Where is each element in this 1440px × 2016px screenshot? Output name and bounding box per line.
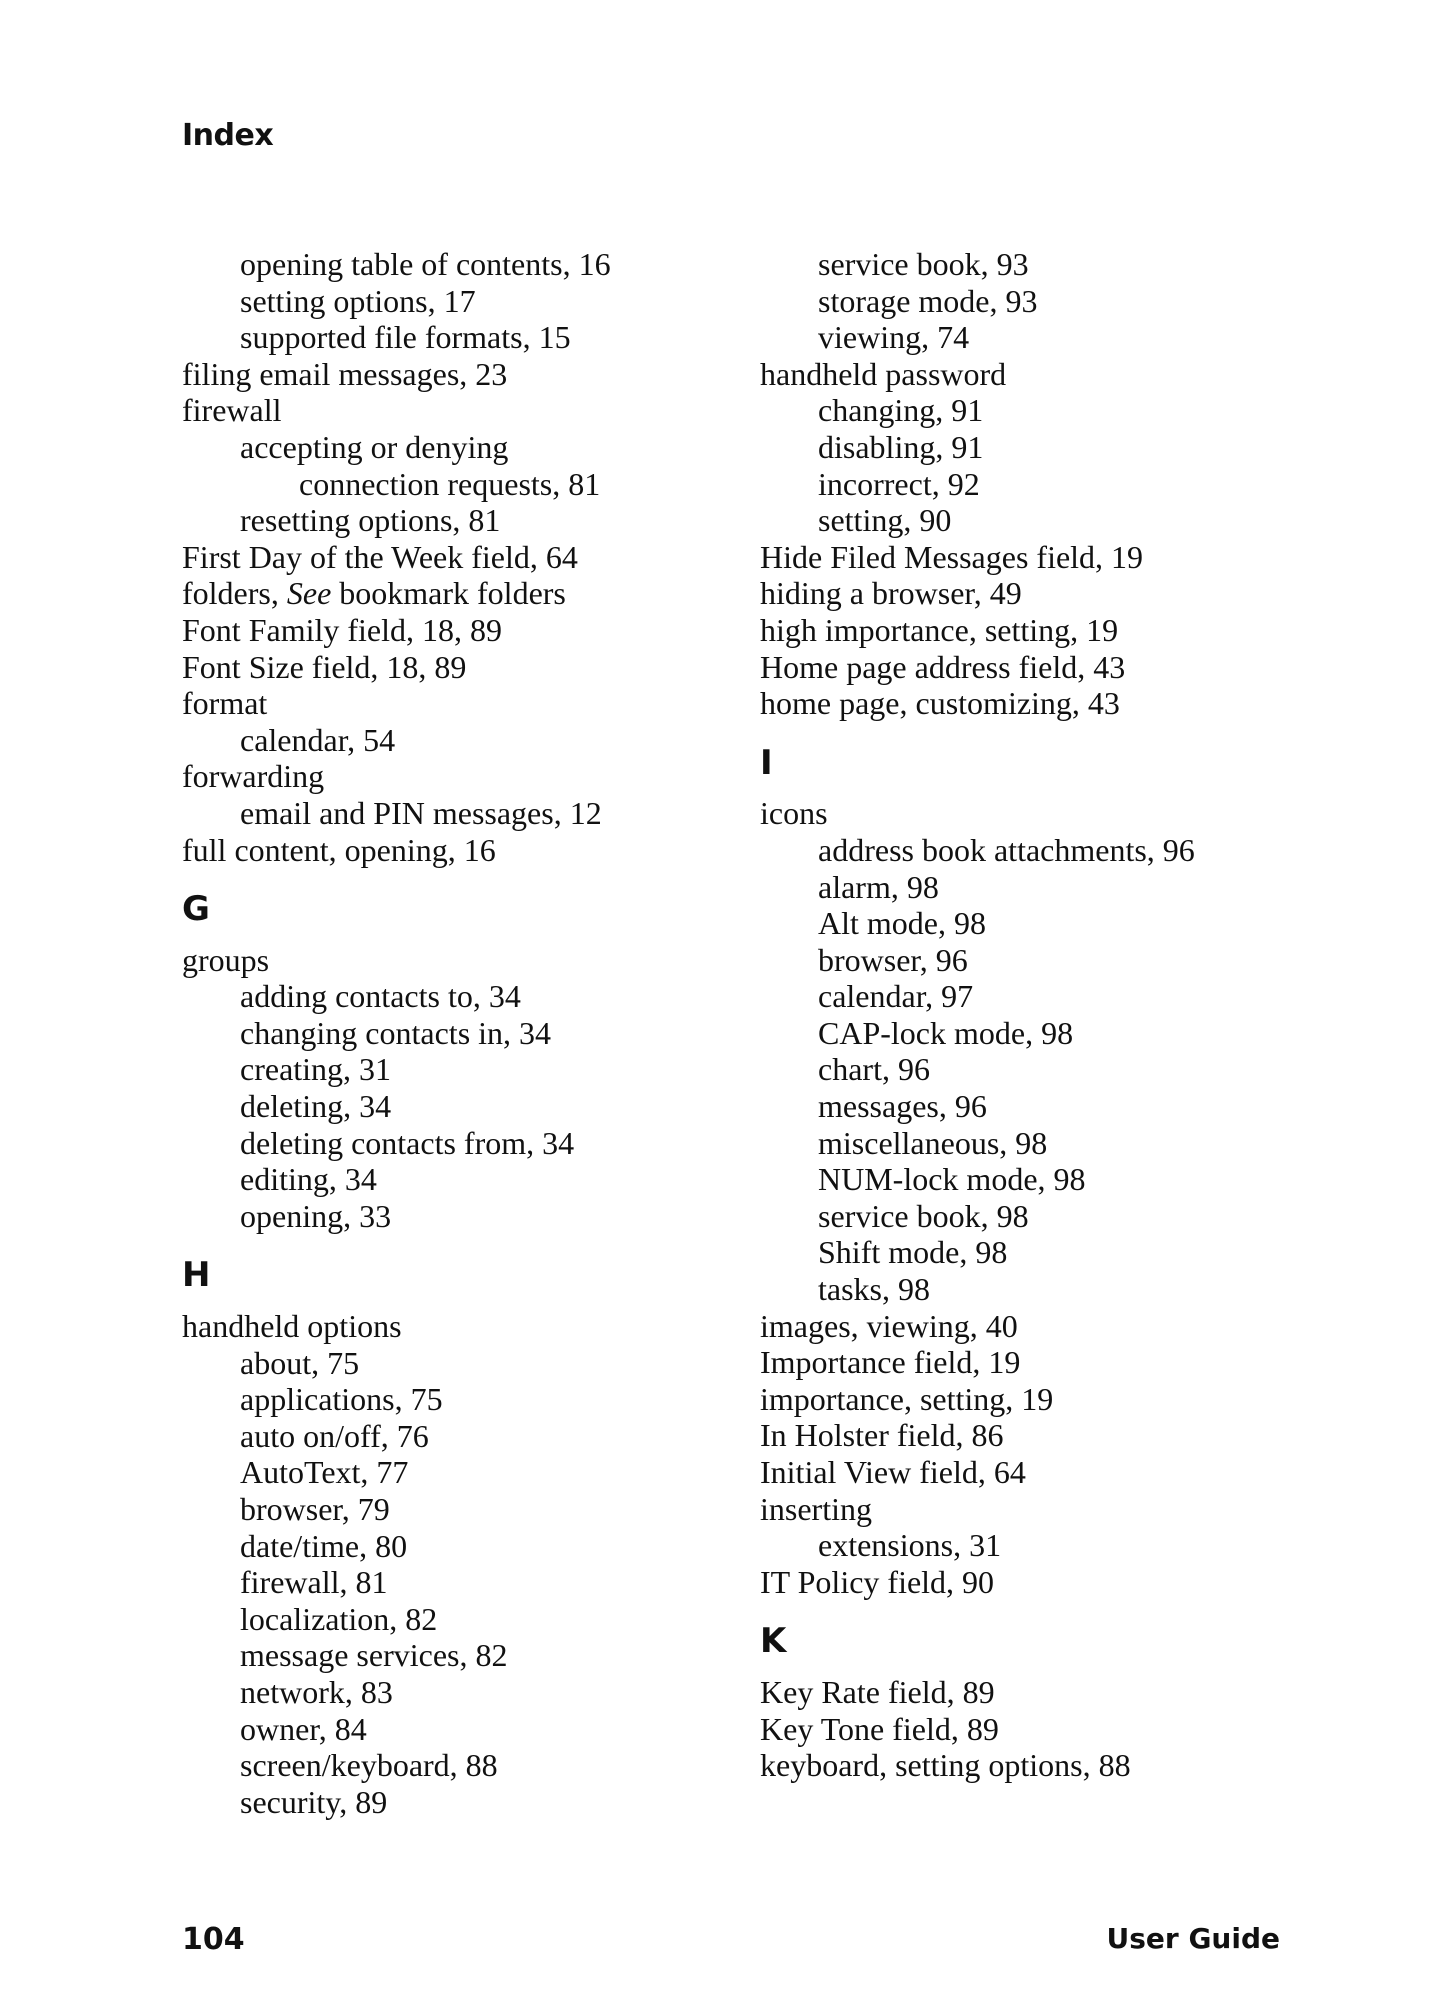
- index-subentry: opening, 33: [240, 1197, 392, 1234]
- index-subentry: disabling, 91: [818, 428, 984, 465]
- index-subentry: deleting, 34: [240, 1088, 392, 1125]
- index-entry: Key Tone field, 89: [760, 1710, 999, 1747]
- index-entry: firewall: [182, 392, 282, 429]
- index-entry: [182, 575, 782, 612]
- index-subentry: browser, 79: [240, 1491, 390, 1527]
- index-entry: handheld password: [760, 355, 1007, 392]
- index-subentry: screen/keyboard, 88: [240, 1747, 498, 1784]
- section-letter-heading: G: [182, 889, 210, 930]
- index-subentry: date/time, 80: [240, 1527, 408, 1564]
- index-subentry: address book attachments, 96: [818, 831, 1195, 868]
- index-subentry: calendar, 54: [240, 721, 396, 758]
- index-entry: handheld options: [182, 1308, 402, 1345]
- index-entry: format: [182, 685, 268, 722]
- section-letter-heading: H: [182, 1255, 211, 1296]
- index-entry: importance, setting, 19: [760, 1380, 1054, 1417]
- index-subentry: owner, 84: [240, 1710, 367, 1747]
- index-subentry: supported file formats, 15: [240, 319, 571, 356]
- index-subentry: chart, 96: [818, 1051, 930, 1088]
- index-entry: hiding a browser, 49: [760, 575, 1022, 612]
- index-subentry: localization, 82: [240, 1600, 438, 1637]
- index-subentry: NUM-lock mode, 98: [818, 1161, 1086, 1198]
- index-subentry: resetting options, 81: [240, 502, 501, 539]
- index-entry: Key Rate field, 89: [760, 1673, 995, 1710]
- index-subentry: AutoText, 77: [240, 1454, 409, 1491]
- index-entry: images, viewing, 40: [760, 1307, 1018, 1344]
- index-subentry: miscellaneous, 98: [818, 1124, 1048, 1161]
- index-entry: filing email messages, 23: [182, 355, 508, 392]
- index-subentry: storage mode, 93: [818, 282, 1038, 319]
- index-subentry: incorrect, 92: [818, 465, 980, 502]
- index-entry: home page, customizing, 43: [760, 685, 1120, 722]
- index-subentry: applications, 75: [240, 1381, 443, 1418]
- index-subentry: auto on/off, 76: [240, 1417, 429, 1454]
- entry-text: folders,: [182, 575, 287, 612]
- index-subentry: calendar, 97: [818, 978, 974, 1015]
- index-subentry: setting, 90: [818, 502, 952, 539]
- index-entry: Importance field, 19: [760, 1344, 1021, 1381]
- index-subentry: about, 75: [240, 1344, 360, 1381]
- running-head: Index: [182, 118, 274, 153]
- index-subentry: message services, 82: [240, 1637, 508, 1674]
- index-entry: In Holster field, 86: [760, 1417, 1004, 1454]
- index-subentry: firewall, 81: [240, 1564, 388, 1601]
- index-subentry: Alt mode, 98: [818, 905, 986, 942]
- index-subentry: browser, 96: [818, 941, 968, 978]
- index-column-right: [760, 246, 1360, 1784]
- entry-text-after: bookmark folders: [331, 575, 566, 612]
- footer-title: User Guide: [1106, 1922, 1280, 1955]
- see-reference: See: [286, 575, 332, 612]
- section-letter-heading: K: [760, 1621, 787, 1662]
- index-entry: forwarding: [182, 758, 325, 795]
- index-entry: Font Family field, 18, 89: [182, 611, 502, 648]
- index-subentry: setting options, 17: [240, 282, 476, 319]
- index-subentry: opening table of contents, 16: [240, 246, 611, 282]
- index-entry: groups: [182, 941, 270, 978]
- index-entry: First Day of the Week field, 64: [182, 538, 578, 575]
- index-entry: full content, opening, 16: [182, 831, 496, 868]
- index-subentry: service book, 93: [818, 246, 1029, 282]
- index-entry: IT Policy field, 90: [760, 1563, 995, 1600]
- page-number: 104: [182, 1922, 245, 1957]
- index-entry: icons: [760, 795, 828, 832]
- index-subentry: CAP-lock mode, 98: [818, 1014, 1074, 1051]
- index-subentry: messages, 96: [818, 1088, 987, 1125]
- index-subentry: changing, 91: [818, 392, 984, 429]
- index-subentry: adding contacts to, 34: [240, 978, 521, 1015]
- index-subentry: security, 89: [240, 1783, 388, 1820]
- index-subentry: email and PIN messages, 12: [240, 794, 602, 831]
- index-subentry: accepting or denying: [240, 428, 509, 465]
- index-entry: Initial View field, 64: [760, 1454, 1026, 1490]
- index-entry: Font Size field, 18, 89: [182, 648, 467, 685]
- index-entry: Hide Filed Messages field, 19: [760, 538, 1144, 575]
- index-subentry: editing, 34: [240, 1161, 377, 1198]
- index-subentry: network, 83: [240, 1673, 393, 1710]
- index-subentry: viewing, 74: [818, 319, 970, 356]
- section-letter-heading: I: [760, 742, 773, 783]
- index-subentry: alarm, 98: [818, 868, 939, 905]
- index-subentry: deleting contacts from, 34: [240, 1124, 575, 1161]
- index-subentry: Shift mode, 98: [818, 1234, 1008, 1271]
- index-subentry: extensions, 31: [818, 1527, 1002, 1564]
- index-subentry: changing contacts in, 34: [240, 1014, 552, 1051]
- index-column-left: [182, 246, 782, 1820]
- index-entry: Home page address field, 43: [760, 648, 1126, 685]
- index-subentry: service book, 98: [818, 1197, 1029, 1234]
- index-subentry: connection requests, 81: [299, 465, 601, 502]
- index-entry: inserting: [760, 1490, 872, 1527]
- index-subentry: creating, 31: [240, 1051, 392, 1088]
- index-entry: keyboard, setting options, 88: [760, 1747, 1131, 1784]
- index-entry: high importance, setting, 19: [760, 611, 1119, 648]
- index-subentry: tasks, 98: [818, 1271, 930, 1308]
